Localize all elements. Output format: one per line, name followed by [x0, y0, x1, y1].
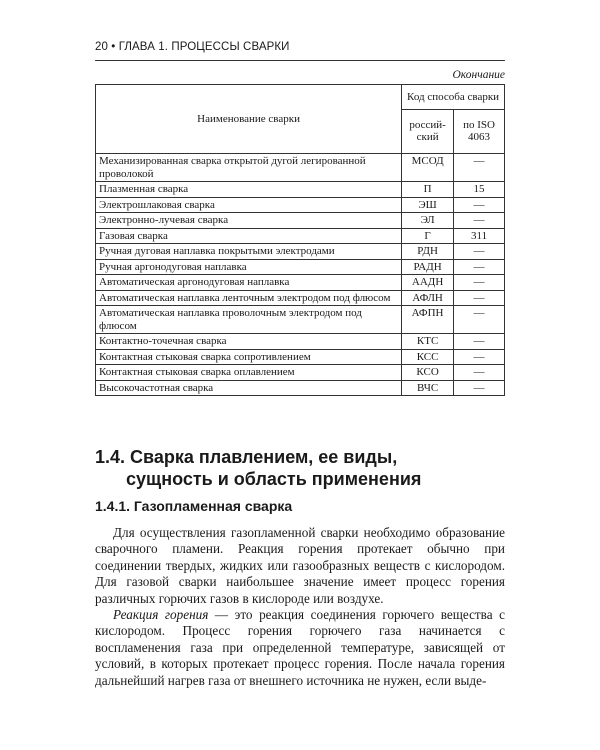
table-row: [96, 154, 505, 182]
section-heading-line1: [95, 446, 421, 468]
row-code-ru: МСОД: [402, 154, 454, 182]
row-code-ru: КСО: [402, 365, 454, 381]
paragraph: [95, 607, 505, 689]
row-code-iso: —: [454, 154, 505, 182]
row-code-ru: АФПН: [402, 306, 454, 334]
table-row: [96, 228, 505, 244]
header-rule: [95, 60, 505, 61]
header-code-group: Код способа сварки: [402, 85, 505, 110]
row-code-iso: —: [454, 349, 505, 365]
row-name: Механизированная сварка открытой дугой легированной проволокой: [96, 154, 402, 182]
row-name: Автоматическая наплавка ленточным электродом под флюсом: [96, 290, 402, 306]
paragraph: Для осуществления газопламенной сварки необходимо образование сварочного пламени. Реакция горения протекает обычно при соединении твердых, жидких или газообразных веществ с кислородом. Для газовой сварки наибольшее значение имеет процесс горения различных горючих газов в кислороде или воздухе.: [95, 525, 505, 606]
table-row: [96, 244, 505, 260]
row-code-iso: —: [454, 275, 505, 291]
row-code-iso: —: [454, 380, 505, 396]
table-row: [96, 182, 505, 198]
table-row: [96, 213, 505, 229]
header-russian: россий-ский: [402, 109, 454, 153]
section-number: 1.4.: [95, 447, 126, 467]
section-title-line1: Сварка плавлением, ее виды,: [130, 447, 398, 467]
row-code-iso: —: [454, 244, 505, 260]
row-name: Ручная дуговая наплавка покрытыми электродами: [96, 244, 402, 260]
table-row: [96, 259, 505, 275]
subsection-heading: 1.4.1. Газопламенная сварка: [95, 498, 293, 514]
table-row: [96, 306, 505, 334]
table-row: [96, 334, 505, 350]
table-row: [96, 380, 505, 396]
header-name: Наименование сварки: [96, 85, 402, 154]
section-title-line2: сущность и область применения: [126, 469, 422, 489]
row-name: Контактно-точечная сварка: [96, 334, 402, 350]
paragraph-continuation: — это реакция соединения горючего вещества с кислородом. Процесс горения горючего газа начинается с воспламенения газа при определенной температуре, зависящей от условий, в которых протекает процесс горения. После начала горения дальнейший нагрев газа от внешнего источника не нужен, если выде-: [95, 607, 505, 688]
row-name: Электронно-лучевая сварка: [96, 213, 402, 229]
row-code-ru: П: [402, 182, 454, 198]
row-name: Автоматическая аргонодуговая наплавка: [96, 275, 402, 291]
header-iso: по ISO 4063: [454, 109, 505, 153]
row-code-ru: КСС: [402, 349, 454, 365]
row-code-ru: РДН: [402, 244, 454, 260]
row-name: Высокочастотная сварка: [96, 380, 402, 396]
row-code-ru: АФЛН: [402, 290, 454, 306]
row-name: Автоматическая наплавка проволочным электродом под флюсом: [96, 306, 402, 334]
row-code-iso: —: [454, 365, 505, 381]
row-code-iso: —: [454, 259, 505, 275]
row-name: Контактная стыковая сварка сопротивлением: [96, 349, 402, 365]
table-caption: Окончание: [452, 69, 505, 81]
row-name: Электрошлаковая сварка: [96, 197, 402, 213]
row-code-iso: 15: [454, 182, 505, 198]
row-code-ru: ЭЛ: [402, 213, 454, 229]
row-code-iso: —: [454, 290, 505, 306]
row-code-ru: КТС: [402, 334, 454, 350]
welding-codes-table: [95, 84, 505, 396]
table-row: [96, 275, 505, 291]
row-code-iso: —: [454, 197, 505, 213]
row-code-ru: РАДН: [402, 259, 454, 275]
row-code-ru: Г: [402, 228, 454, 244]
row-code-iso: —: [454, 334, 505, 350]
section-heading: [95, 446, 421, 490]
row-name: Газовая сварка: [96, 228, 402, 244]
row-name: Ручная аргонодуговая наплавка: [96, 259, 402, 275]
row-code-iso: —: [454, 213, 505, 229]
row-code-ru: ЭШ: [402, 197, 454, 213]
row-name: Контактная стыковая сварка оплавлением: [96, 365, 402, 381]
row-name: Плазменная сварка: [96, 182, 402, 198]
table-row: [96, 197, 505, 213]
row-code-ru: ВЧС: [402, 380, 454, 396]
row-code-iso: 311: [454, 228, 505, 244]
running-head: 20 • ГЛАВА 1. ПРОЦЕССЫ СВАРКИ: [95, 41, 290, 53]
row-code-iso: —: [454, 306, 505, 334]
table-row: [96, 365, 505, 381]
term-reaction-combustion: Реакция горения: [113, 607, 209, 623]
body-text: [95, 525, 505, 689]
row-code-ru: ААДН: [402, 275, 454, 291]
table-row: [96, 290, 505, 306]
table-row: [96, 349, 505, 365]
